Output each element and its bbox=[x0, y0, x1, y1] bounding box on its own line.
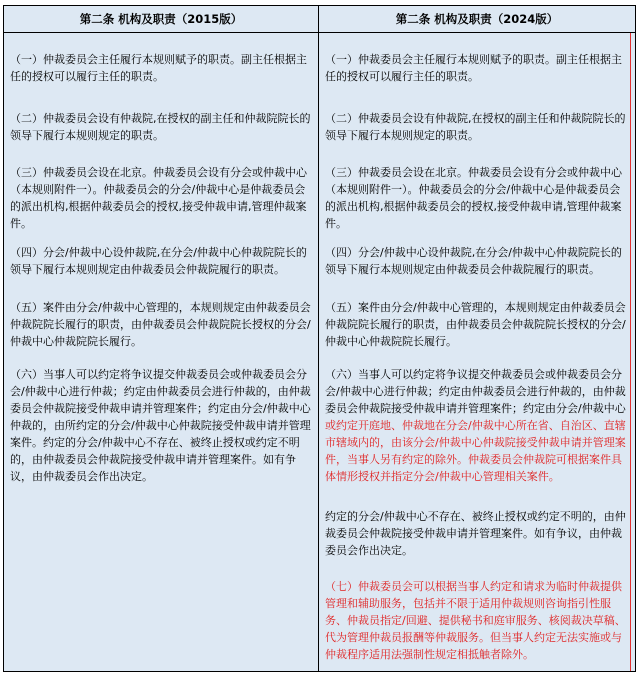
right-paragraph-1: （一）仲裁委员会主任履行本规则赋予的职责。副主任根据主任的授权可以履行主任的职责。 bbox=[325, 53, 622, 83]
right-paragraph-6b: 约定的分会/仲裁中心不存在、被终止授权或约定不明的，由仲裁委员会仲裁院接受仲裁申请并管理案件。如有争议，由仲裁委员会作出决定。 bbox=[325, 510, 626, 557]
left-paragraph-2: （二）仲裁委员会设有仲裁院,在授权的副主任和仲裁院院长的领导下履行本规则规定的职责。 bbox=[10, 112, 311, 142]
left-paragraph-6: （六）当事人可以约定将争议提交仲裁委员会或仲裁委员会分会/仲裁中心进行仲裁；约定由仲裁委员会进行仲裁的，由仲裁委员会仲裁院接受仲裁申请并管理案件；约定由分会/仲裁中心仲裁的，由所约定的分会/仲裁中心仲裁院接受仲裁申请并管理案件。约定的分会/仲裁中心不存在、被终止授权或约定不明的，由仲裁委员会仲裁院接受仲裁申请并管理案件。如有争议，由仲裁委员会作出决定。 bbox=[10, 368, 311, 483]
right-paragraph-3: （三）仲裁委员会设在北京。仲裁委员会设有分会或仲裁中心（本规则附件一）。仲裁委员会的分会/仲裁中心是仲裁委员会的派出机构,根据仲裁委员会的授权,接受仲裁申请,管理仲裁案件。 bbox=[325, 166, 622, 230]
right-paragraph-6 bbox=[325, 366, 627, 485]
right-paragraph-2: （二）仲裁委员会设有仲裁院,在授权的副主任和仲裁院院长的领导下履行本规则规定的职责。 bbox=[325, 112, 626, 142]
change-marker-line bbox=[630, 33, 631, 671]
left-column-header: 第二条 机构及职责（2015版） bbox=[4, 6, 318, 33]
left-paragraph-1: （一）仲裁委员会主任履行本规则赋予的职责。副主任根据主任的授权可以履行主任的职责。 bbox=[10, 53, 307, 83]
right-paragraph-4: （四）分会/仲裁中心设仲裁院,在分会/仲裁中心仲裁院院长的领导下履行本规则规定由仲裁委员会仲裁院履行的职责。 bbox=[325, 246, 622, 276]
right-paragraph-6-original: （六）当事人可以约定将争议提交仲裁委员会或仲裁委员会分会/仲裁中心进行仲裁；约定由仲裁委员会进行仲裁的，由仲裁委员会仲裁院接受仲裁申请并管理案件；约定由分会/仲裁中心 bbox=[325, 368, 626, 415]
right-column-header: 第二条 机构及职责（2024版） bbox=[318, 6, 635, 33]
right-paragraph-5: （五）案件由分会/仲裁中心管理的，本规则规定由仲裁委员会仲裁院院长履行的职责，由仲裁委员会仲裁院院长授权的分会/仲裁中心仲裁院院长履行。 bbox=[325, 301, 626, 348]
left-column bbox=[4, 33, 318, 671]
right-paragraph-7-added: （七）仲裁委员会可以根据当事人约定和请求为临时仲裁提供管理和辅助服务，包括并不限于适用仲裁规则咨询指引性服务、仲裁员指定/回避、提供秘书和庭审服务、核阅裁决草稿、代为管理仲裁员报酬等仲裁服务。但当事人约定无法实施或与仲裁程序适用法强制性规定相抵触者除外。 bbox=[325, 580, 626, 661]
left-paragraph-5: （五）案件由分会/仲裁中心管理的，本规则规定由仲裁委员会仲裁院院长履行的职责，由仲裁委员会仲裁院院长授权的分会/仲裁中心仲裁院院长履行。 bbox=[10, 301, 311, 348]
right-paragraph-6-added: 或约定开庭地、仲裁地在分会/仲裁中心所在省、自治区、直辖市辖域内的，由该分会/仲裁中心仲裁院接受仲裁申请并管理案件，当事人另有约定的除外。仲裁委员会仲裁院可根据案件具体情形授权并指定分会/仲裁中心管理相关案件。 bbox=[325, 419, 626, 483]
left-paragraph-3: （三）仲裁委员会设在北京。仲裁委员会设有分会或仲裁中心（本规则附件一）。仲裁委员会的分会/仲裁中心是仲裁委员会的派出机构,根据仲裁委员会的授权,接受仲裁申请,管理仲裁案件。 bbox=[10, 166, 307, 230]
right-column bbox=[318, 33, 635, 671]
comparison-table bbox=[3, 5, 636, 672]
left-paragraph-4: （四）分会/仲裁中心设仲裁院,在分会/仲裁中心仲裁院院长的领导下履行本规则规定由仲裁委员会仲裁院履行的职责。 bbox=[10, 246, 307, 276]
